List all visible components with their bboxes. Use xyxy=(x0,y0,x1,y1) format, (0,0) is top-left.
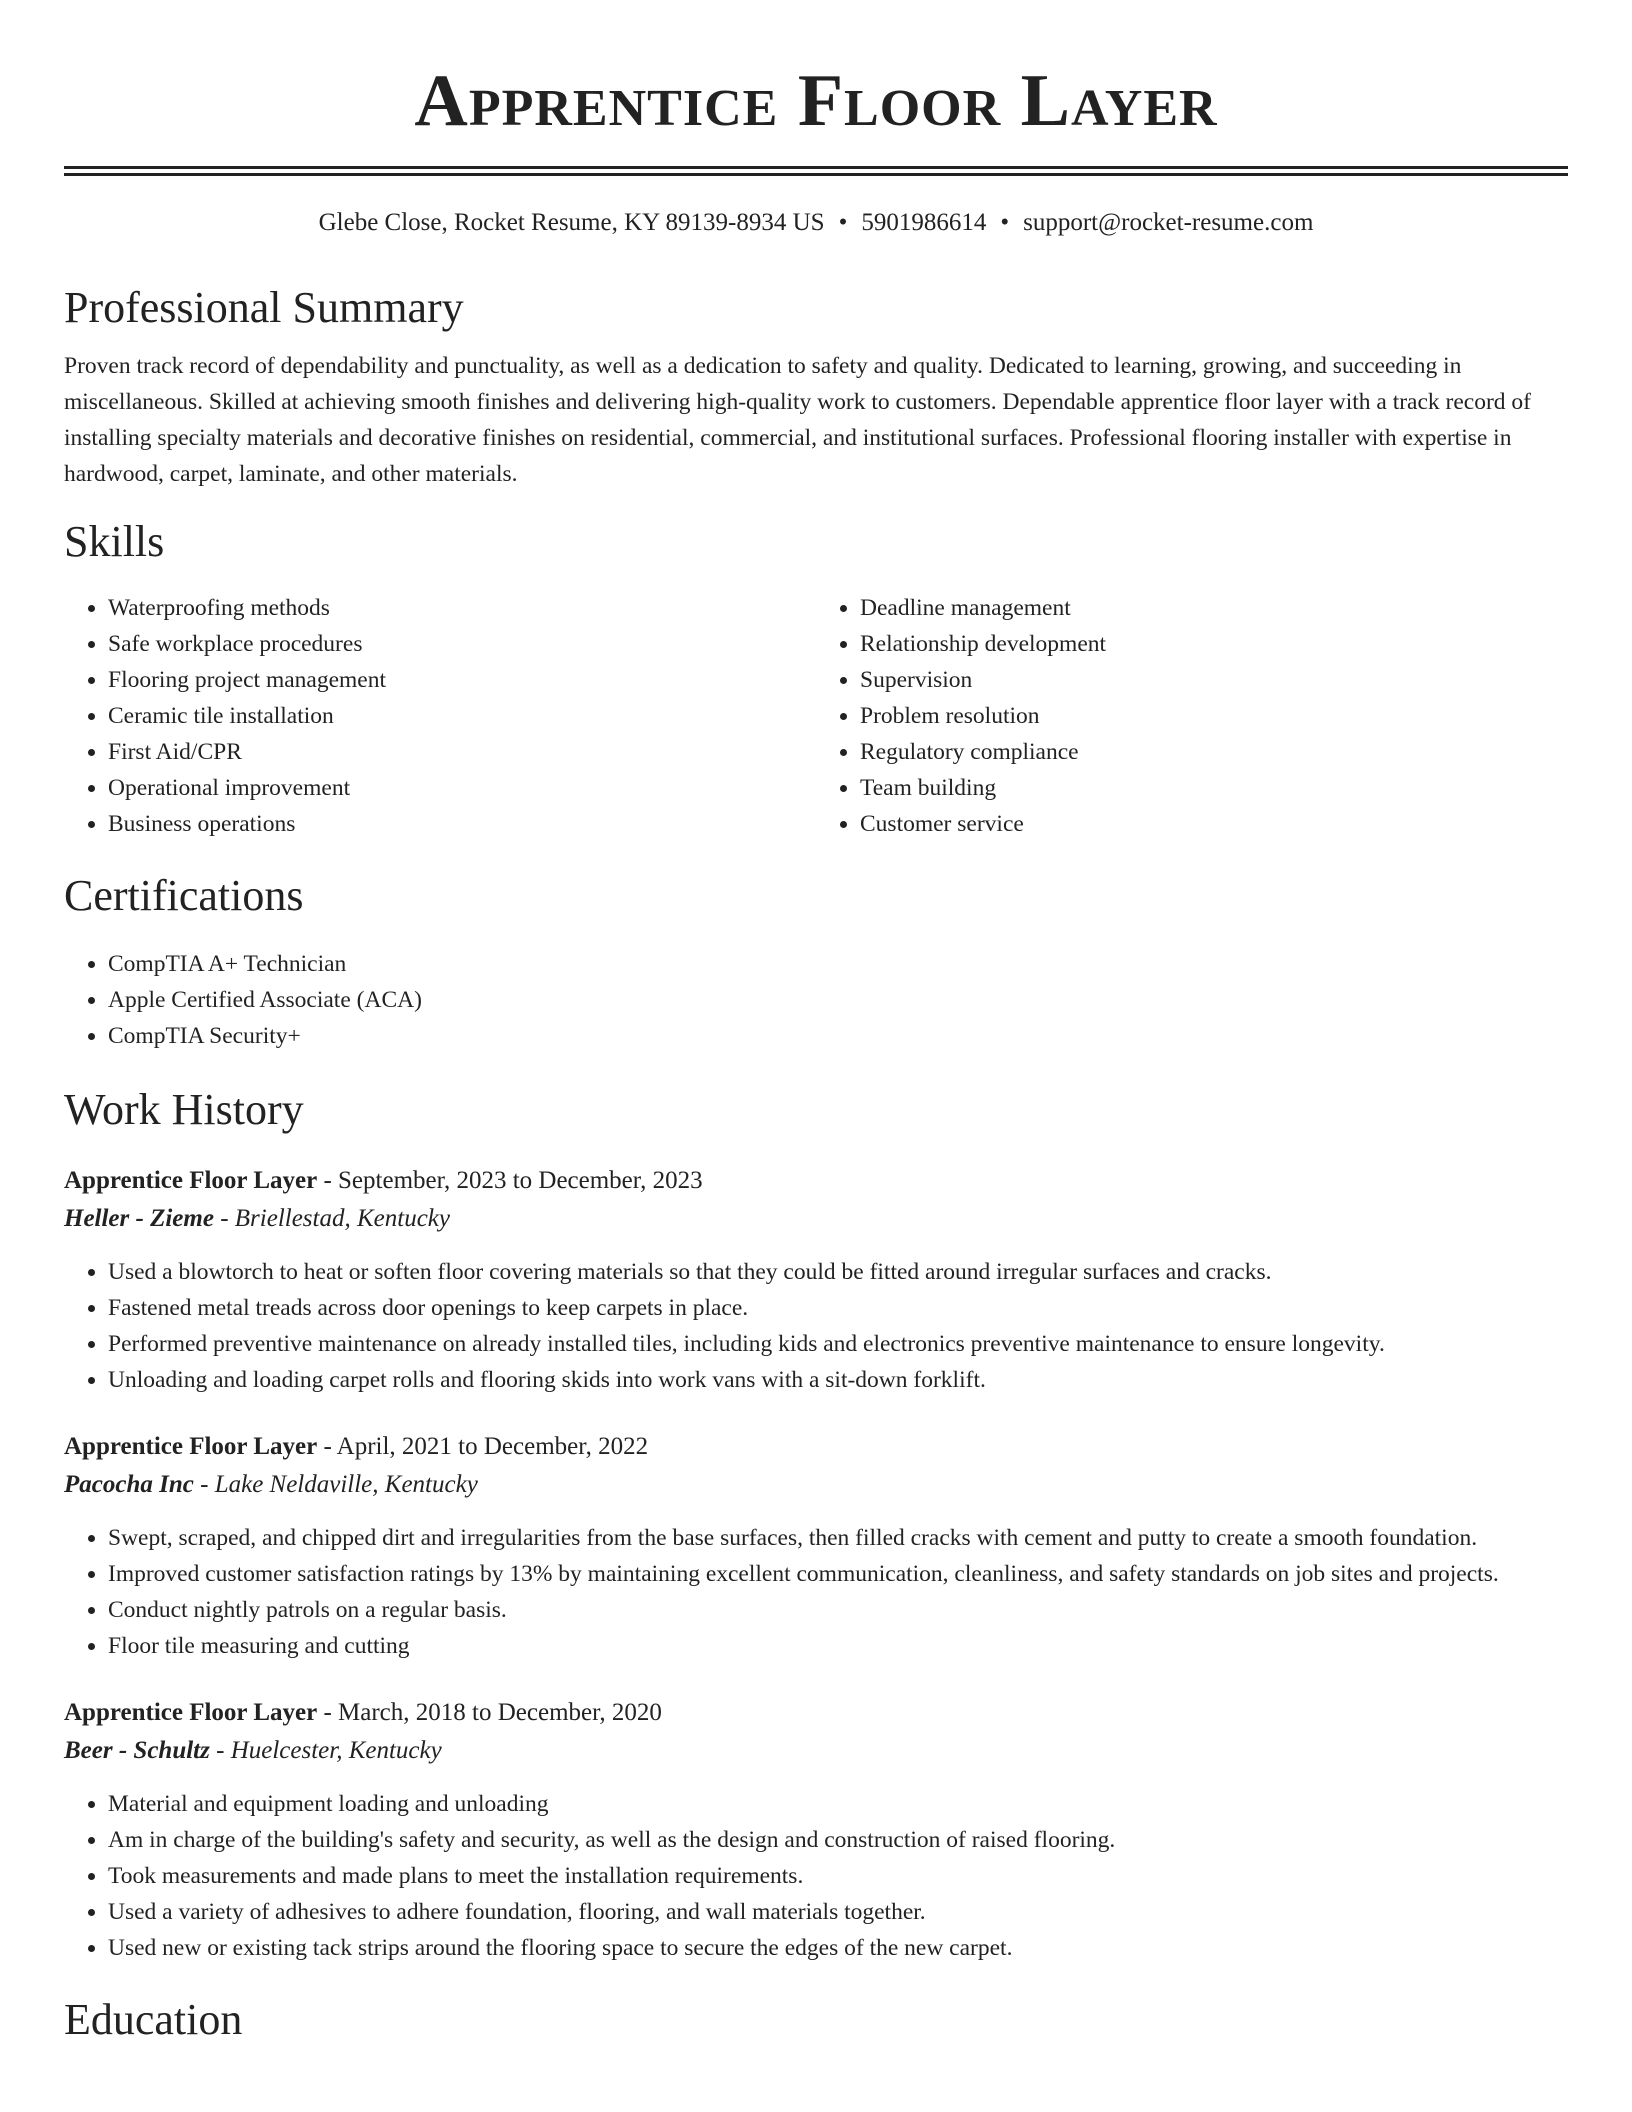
certification-item: • CompTIA A+ Technician xyxy=(108,946,1568,982)
job-bullet: • Conduct nightly patrols on a regular basis. xyxy=(108,1592,1568,1628)
job-location: Briellestad, Kentucky xyxy=(234,1205,450,1232)
skills-heading: Skills xyxy=(64,517,165,566)
job-dates: September, 2023 to December, 2023 xyxy=(338,1167,703,1194)
job-bullets xyxy=(64,1254,1568,1398)
contact-phone: 5901986614 xyxy=(861,209,987,236)
job-bullet: • Fastened metal treads across door openings to keep carpets in place. xyxy=(108,1290,1568,1326)
skill-item: • Ceramic tile installation xyxy=(108,698,816,734)
job-bullet: • Swept, scraped, and chipped dirt and irregularities from the base surfaces, then filled cracks with cement and putty to create a smooth foundation. xyxy=(108,1520,1568,1556)
job-bullet: • Took measurements and made plans to meet the installation requirements. xyxy=(108,1858,1568,1894)
contact-email: support@rocket-resume.com xyxy=(1023,209,1314,236)
resume-name: Apprentice Floor Layer xyxy=(414,60,1218,142)
job-bullets xyxy=(64,1786,1568,1966)
certifications-heading: Certifications xyxy=(64,871,304,920)
job-bullet: • Floor tile measuring and cutting xyxy=(108,1628,1568,1664)
job-bullet: • Unloading and loading carpet rolls and flooring skids into work vans with a sit-down forklift. xyxy=(108,1362,1568,1398)
job-bullet: • Used new or existing tack strips around the flooring space to secure the edges of the new carpet. xyxy=(108,1930,1568,1966)
job-company-line: Heller - Zieme - Briellestad, Kentucky xyxy=(64,1205,450,1232)
job-company-line: Beer - Schultz - Huelcester, Kentucky xyxy=(64,1737,442,1764)
certifications-list xyxy=(64,946,1568,1054)
certification-item: • CompTIA Security+ xyxy=(108,1018,1568,1054)
certification-item: • Apple Certified Associate (ACA) xyxy=(108,982,1568,1018)
summary-heading: Professional Summary xyxy=(64,283,464,332)
skill-item: • Flooring project management xyxy=(108,662,816,698)
education-heading: Education xyxy=(64,1995,243,2044)
job-entry xyxy=(64,1694,1568,1966)
job-role: Apprentice Floor Layer xyxy=(64,1167,318,1194)
skill-item: • Problem resolution xyxy=(860,698,1568,734)
job-role: Apprentice Floor Layer xyxy=(64,1699,318,1726)
job-dates: March, 2018 to December, 2020 xyxy=(338,1699,662,1726)
skill-item: • Relationship development xyxy=(860,626,1568,662)
contact-separator: • xyxy=(1000,209,1010,236)
contact-address: Glebe Close, Rocket Resume, KY 89139-8934 US xyxy=(318,209,825,236)
job-title-line: Apprentice Floor Layer - April, 2021 to December, 2022 xyxy=(64,1433,649,1460)
job-entry xyxy=(64,1428,1568,1664)
job-company: Beer - Schultz xyxy=(64,1737,210,1764)
skill-item: • Team building xyxy=(860,770,1568,806)
contact-line xyxy=(64,206,1568,240)
skills-list-right xyxy=(816,590,1568,842)
header-divider xyxy=(64,166,1568,176)
skill-item: • Operational improvement xyxy=(108,770,816,806)
job-bullet: • Material and equipment loading and unloading xyxy=(108,1786,1568,1822)
job-location: Lake Neldaville, Kentucky xyxy=(214,1471,478,1498)
summary-text: Proven track record of dependability and punctuality, as well as a dedication to safety and quality. Dedicated to learning, growing, and succeeding in miscellaneous. Skilled at achieving smooth finishes and delivering high-quality work to customers. Dependable apprentice floor layer with a track record of installing specialty materials and decorative finishes on residential, commercial, and institutional surfaces. Professional flooring installer with expertise in hardwood, carpet, laminate, and other materials. xyxy=(64,353,1532,487)
job-bullet: • Performed preventive maintenance on already installed tiles, including kids and electronics preventive maintenance to ensure longevity. xyxy=(108,1326,1568,1362)
job-dates: April, 2021 to December, 2022 xyxy=(336,1433,649,1460)
job-company: Heller - Zieme xyxy=(64,1205,214,1232)
job-bullet: • Used a blowtorch to heat or soften floor covering materials so that they could be fitted around irregular surfaces and cracks. xyxy=(108,1254,1568,1290)
job-bullets xyxy=(64,1520,1568,1664)
skill-item: • Deadline management xyxy=(860,590,1568,626)
job-bullet: • Am in charge of the building's safety and security, as well as the design and construction of raised flooring. xyxy=(108,1822,1568,1858)
job-title-line: Apprentice Floor Layer - March, 2018 to December, 2020 xyxy=(64,1699,662,1726)
job-location: Huelcester, Kentucky xyxy=(230,1737,442,1764)
skill-item: • Safe workplace procedures xyxy=(108,626,816,662)
job-company-line: Pacocha Inc - Lake Neldaville, Kentucky xyxy=(64,1471,478,1498)
skill-item: • Regulatory compliance xyxy=(860,734,1568,770)
contact-separator: • xyxy=(838,209,848,236)
job-bullet: • Used a variety of adhesives to adhere foundation, flooring, and wall materials together. xyxy=(108,1894,1568,1930)
job-company: Pacocha Inc xyxy=(64,1471,194,1498)
skill-item: • Waterproofing methods xyxy=(108,590,816,626)
job-bullet: • Improved customer satisfaction ratings by 13% by maintaining excellent communication, cleanliness, and safety standards on job sites and projects. xyxy=(108,1556,1568,1592)
skill-item: • Supervision xyxy=(860,662,1568,698)
skills-columns xyxy=(64,590,1568,842)
skill-item: • Business operations xyxy=(108,806,816,842)
work-history-heading: Work History xyxy=(64,1085,304,1134)
job-entry xyxy=(64,1162,1568,1398)
skills-list-left xyxy=(64,590,816,842)
skill-item: • Customer service xyxy=(860,806,1568,842)
skill-item: • First Aid/CPR xyxy=(108,734,816,770)
job-title-line: Apprentice Floor Layer - September, 2023 to December, 2023 xyxy=(64,1167,703,1194)
job-role: Apprentice Floor Layer xyxy=(64,1433,318,1460)
